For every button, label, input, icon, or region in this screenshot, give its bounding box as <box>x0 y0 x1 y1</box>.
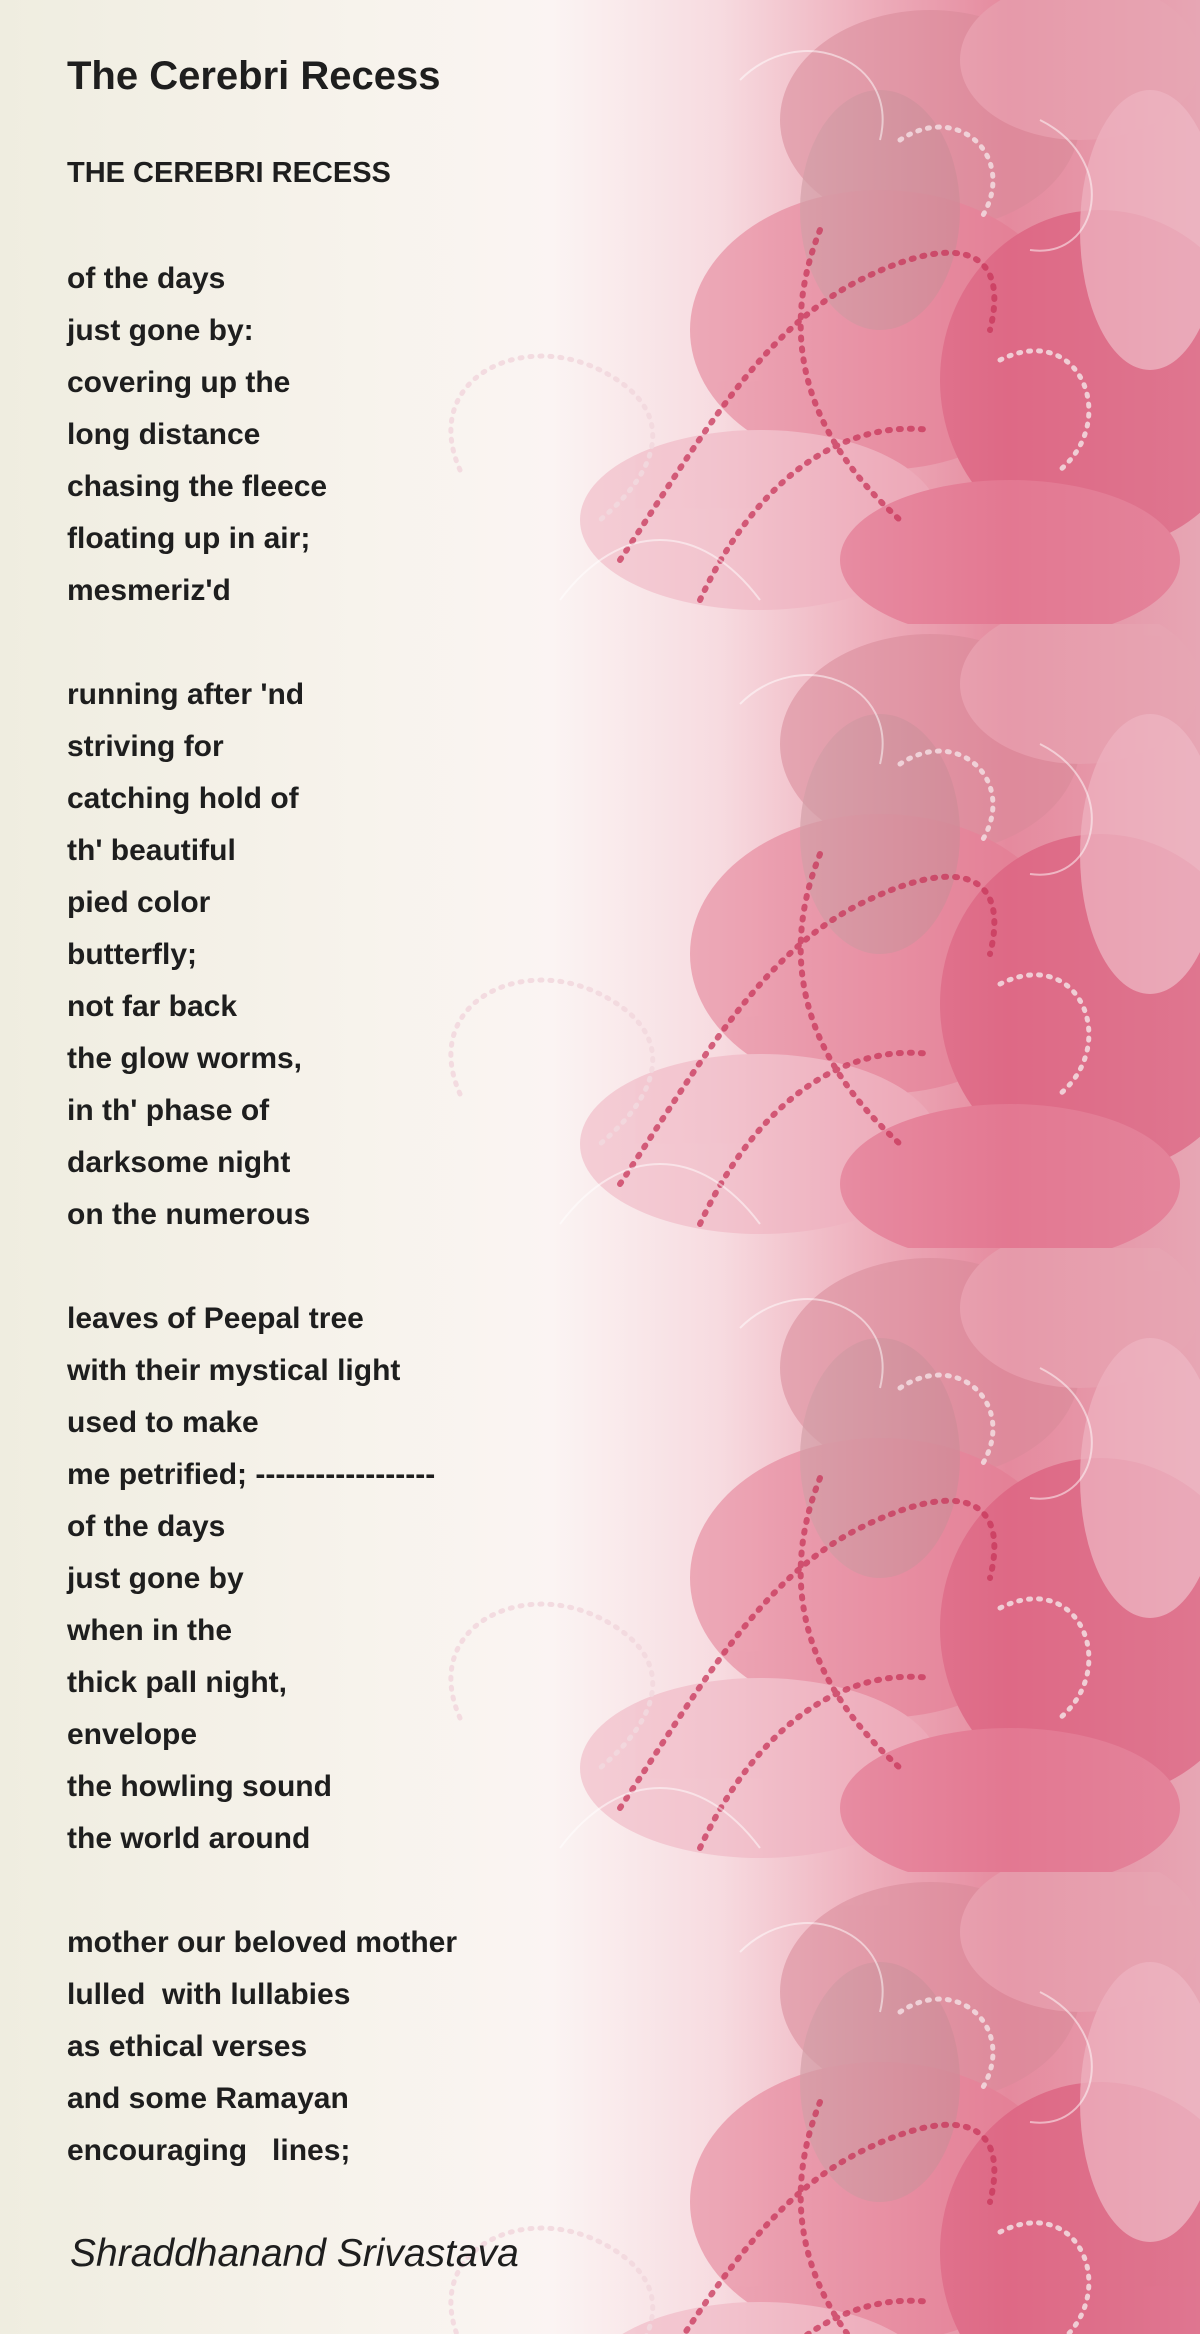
poem-line: floating up in air; <box>67 522 311 555</box>
poem-subtitle: THE CEREBRI RECESS <box>67 157 391 189</box>
poem-line: leaves of Peepal tree <box>67 1302 364 1335</box>
poem-line: mother our beloved mother <box>67 1926 458 1959</box>
poem-line: butterfly; <box>67 938 197 971</box>
poem-title: The Cerebri Recess <box>67 54 441 98</box>
poem-line: encouraging lines; <box>67 2134 351 2167</box>
poem-line: the howling sound <box>67 1770 332 1803</box>
poem-line: in th' phase of <box>67 1094 270 1127</box>
poem-author: Shraddhanand Srivastava <box>70 2232 519 2275</box>
poem-line: when in the <box>67 1614 232 1647</box>
poem-line: envelope <box>67 1718 198 1751</box>
poem-line: me petrified; ------------------ <box>67 1458 436 1491</box>
poem-line: used to make <box>67 1406 259 1439</box>
poem-line: striving for <box>67 730 224 763</box>
poem-line: running after 'nd <box>67 678 305 711</box>
poem-line: on the numerous <box>67 1198 311 1231</box>
poem-line: of the days <box>67 262 226 295</box>
poem-line: of the days <box>67 1510 226 1543</box>
poem-line: chasing the fleece <box>67 470 328 503</box>
poem-line: covering up the <box>67 366 291 399</box>
poem-line: with their mystical light <box>67 1354 401 1387</box>
poem-line: just gone by <box>67 1562 244 1595</box>
poem-line: and some Ramayan <box>67 2082 349 2115</box>
poem-line: mesmeriz'd <box>67 574 231 607</box>
poem-line: the world around <box>67 1822 311 1855</box>
poem-line: the glow worms, <box>67 1042 303 1075</box>
poem-line: lulled with lullabies <box>67 1978 351 2011</box>
poem-line: thick pall night, <box>67 1666 288 1699</box>
poem-line: darksome night <box>67 1146 291 1179</box>
poem-line: catching hold of <box>67 782 299 815</box>
poem-line: long distance <box>67 418 261 451</box>
poem-line: not far back <box>67 990 238 1023</box>
poem-line: just gone by: <box>67 314 254 347</box>
poem-line: as ethical verses <box>67 2030 308 2063</box>
poem-line: th' beautiful <box>67 834 236 867</box>
poem-line: pied color <box>67 886 211 919</box>
